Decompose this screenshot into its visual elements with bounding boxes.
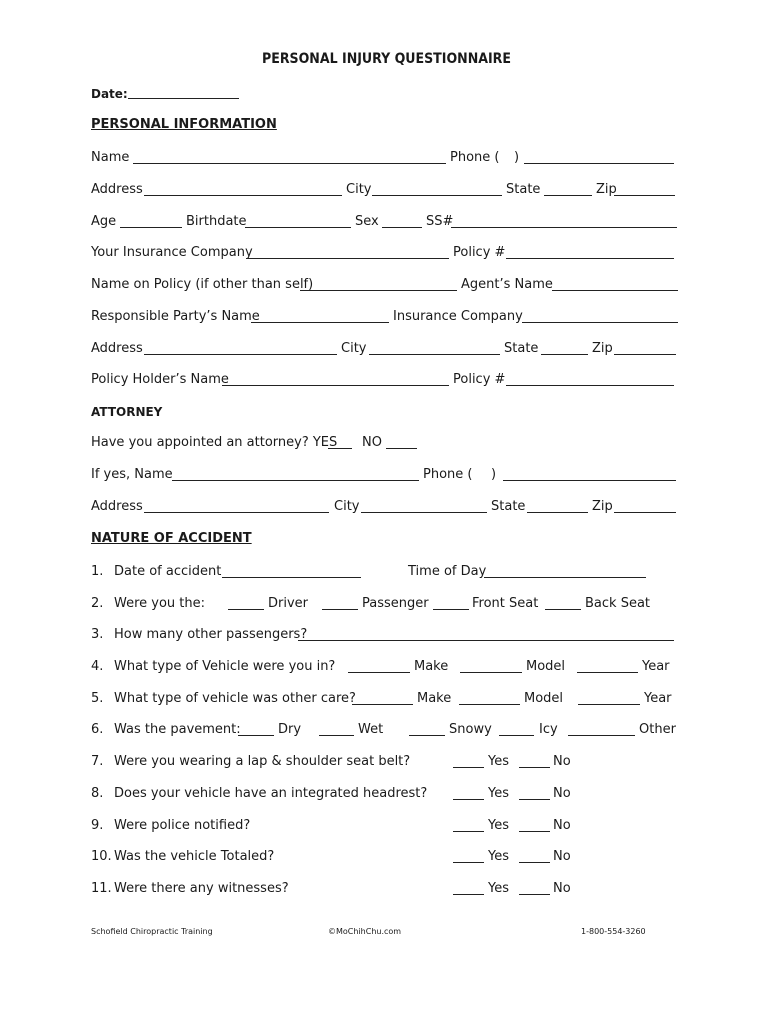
pavement-dry-field[interactable] bbox=[238, 735, 274, 736]
other-vehicle-year-field[interactable] bbox=[578, 704, 640, 705]
address2-field[interactable] bbox=[144, 354, 337, 355]
responsible-party-label: Responsible Party’s Name bbox=[91, 309, 260, 324]
q11-no-label: No bbox=[553, 881, 571, 896]
pavement-icy-field[interactable] bbox=[499, 735, 534, 736]
attorney-state-field[interactable] bbox=[527, 512, 588, 513]
pavement-wet-label: Wet bbox=[358, 722, 384, 737]
ss-field[interactable] bbox=[451, 227, 677, 228]
pavement-icy-label: Icy bbox=[539, 722, 558, 737]
state2-field[interactable] bbox=[541, 354, 588, 355]
q10-yes-label: Yes bbox=[488, 849, 509, 864]
q5-number: 5. bbox=[91, 691, 104, 706]
q8-label: Does your vehicle have an integrated headrest? bbox=[114, 786, 428, 801]
your-vehicle-model-field[interactable] bbox=[460, 672, 522, 673]
policy-number-label: Policy # bbox=[453, 245, 506, 260]
q10-label: Was the vehicle Totaled? bbox=[114, 849, 275, 864]
q3-number: 3. bbox=[91, 627, 104, 642]
attorney-state-label: State bbox=[491, 499, 526, 514]
agents-name-field[interactable] bbox=[552, 290, 678, 291]
passenger-label: Passenger bbox=[362, 596, 429, 611]
pavement-other-field[interactable] bbox=[568, 735, 635, 736]
agents-name-label: Agent’s Name bbox=[461, 277, 553, 292]
q8-yes-label: Yes bbox=[488, 786, 509, 801]
q8-yes-field[interactable] bbox=[453, 799, 484, 800]
insurance-company2-field[interactable] bbox=[522, 322, 678, 323]
state-field[interactable] bbox=[544, 195, 592, 196]
name-field[interactable] bbox=[133, 163, 446, 164]
q2-label: Were you the: bbox=[114, 596, 206, 611]
attorney-city-label: City bbox=[334, 499, 360, 514]
policy-holder-field[interactable] bbox=[222, 385, 449, 386]
attorney-zip-field[interactable] bbox=[614, 512, 676, 513]
q11-no-field[interactable] bbox=[519, 894, 550, 895]
footer-right: 1-800-554-3260 bbox=[581, 927, 646, 936]
q11-yes-label: Yes bbox=[488, 881, 509, 896]
your-vehicle-year-label: Year bbox=[642, 659, 670, 674]
other-passengers-field[interactable] bbox=[298, 640, 674, 641]
state2-label: State bbox=[504, 341, 539, 356]
other-vehicle-year-label: Year bbox=[644, 691, 672, 706]
q10-number: 10. bbox=[91, 849, 112, 864]
ss-label: SS# bbox=[426, 214, 454, 229]
attorney-phone-field[interactable] bbox=[503, 480, 676, 481]
footer-left: Schofield Chiropractic Training bbox=[91, 927, 213, 936]
q9-yes-label: Yes bbox=[488, 818, 509, 833]
attorney-appointed-label: Have you appointed an attorney? YES bbox=[91, 435, 338, 450]
your-vehicle-make-label: Make bbox=[414, 659, 449, 674]
page-title: PERSONAL INJURY QUESTIONNAIRE bbox=[262, 51, 511, 67]
other-vehicle-model-field[interactable] bbox=[459, 704, 520, 705]
q11-number: 11. bbox=[91, 881, 112, 896]
policy-number2-label: Policy # bbox=[453, 372, 506, 387]
address-field[interactable] bbox=[144, 195, 342, 196]
q7-number: 7. bbox=[91, 754, 104, 769]
city2-label: City bbox=[341, 341, 367, 356]
passenger-field[interactable] bbox=[322, 609, 358, 610]
q9-yes-field[interactable] bbox=[453, 831, 484, 832]
name-label: Name bbox=[91, 150, 130, 165]
city2-field[interactable] bbox=[369, 354, 500, 355]
zip-label: Zip bbox=[596, 182, 617, 197]
sex-label: Sex bbox=[355, 214, 379, 229]
nature-of-accident-heading: NATURE OF ACCIDENT bbox=[91, 531, 252, 546]
attorney-phone-paren: ) bbox=[491, 467, 497, 482]
front-seat-field[interactable] bbox=[433, 609, 469, 610]
zip-field[interactable] bbox=[614, 195, 675, 196]
attorney-phone-label: Phone ( bbox=[423, 467, 473, 482]
other-vehicle-make-field[interactable] bbox=[352, 704, 413, 705]
date-label: Date: bbox=[91, 87, 128, 101]
q5-label: What type of vehicle was other care? bbox=[114, 691, 356, 706]
phone-field[interactable] bbox=[524, 163, 674, 164]
q8-number: 8. bbox=[91, 786, 104, 801]
back-seat-label: Back Seat bbox=[585, 596, 651, 611]
attorney-name-field[interactable] bbox=[172, 480, 419, 481]
city-field[interactable] bbox=[372, 195, 502, 196]
phone-label: Phone ( bbox=[450, 150, 500, 165]
q11-yes-field[interactable] bbox=[453, 894, 484, 895]
accident-date-field[interactable] bbox=[222, 577, 361, 578]
attorney-address-label: Address bbox=[91, 499, 143, 514]
q4-number: 4. bbox=[91, 659, 104, 674]
pavement-snowy-label: Snowy bbox=[449, 722, 492, 737]
q6-number: 6. bbox=[91, 722, 104, 737]
q4-label: What type of Vehicle were you in? bbox=[114, 659, 336, 674]
attorney-zip-label: Zip bbox=[592, 499, 613, 514]
birthdate-field[interactable] bbox=[245, 227, 351, 228]
footer-center: ©MoChihChu.com bbox=[328, 927, 402, 936]
pavement-other-label: Other bbox=[639, 722, 676, 737]
policy-number2-field[interactable] bbox=[506, 385, 674, 386]
city-label: City bbox=[346, 182, 372, 197]
time-of-day-label: Time of Day bbox=[408, 564, 487, 579]
address-label: Address bbox=[91, 182, 143, 197]
birthdate-label: Birthdate bbox=[186, 214, 247, 229]
zip2-field[interactable] bbox=[614, 354, 676, 355]
pavement-snowy-field[interactable] bbox=[409, 735, 445, 736]
other-vehicle-model-label: Model bbox=[524, 691, 564, 706]
q9-number: 9. bbox=[91, 818, 104, 833]
driver-field[interactable] bbox=[228, 609, 264, 610]
pavement-wet-field[interactable] bbox=[319, 735, 354, 736]
address2-label: Address bbox=[91, 341, 143, 356]
zip2-label: Zip bbox=[592, 341, 613, 356]
state-label: State bbox=[506, 182, 541, 197]
q9-no-label: No bbox=[553, 818, 571, 833]
q9-no-field[interactable] bbox=[519, 831, 550, 832]
your-vehicle-model-label: Model bbox=[526, 659, 566, 674]
attorney-no-label: NO bbox=[362, 435, 382, 450]
age-field[interactable] bbox=[120, 227, 182, 228]
q10-yes-field[interactable] bbox=[453, 862, 484, 863]
policy-number-field[interactable] bbox=[506, 258, 674, 259]
q7-no-field[interactable] bbox=[519, 767, 550, 768]
insurance-company-label: Your Insurance Company bbox=[91, 245, 253, 260]
personal-information-heading: PERSONAL INFORMATION bbox=[91, 117, 277, 132]
age-label: Age bbox=[91, 214, 117, 229]
q2-number: 2. bbox=[91, 596, 104, 611]
insurance-company2-label: Insurance Company bbox=[393, 309, 523, 324]
q10-no-label: No bbox=[553, 849, 571, 864]
q6-label: Was the pavement: bbox=[114, 722, 241, 737]
policy-holder-label: Policy Holder’s Name bbox=[91, 372, 229, 387]
time-of-day-field[interactable] bbox=[484, 577, 646, 578]
q8-no-field[interactable] bbox=[519, 799, 550, 800]
phone-paren: ) bbox=[514, 150, 520, 165]
q8-no-label: No bbox=[553, 786, 571, 801]
q7-label: Were you wearing a lap & shoulder seat belt? bbox=[114, 754, 411, 769]
responsible-party-field[interactable] bbox=[251, 322, 389, 323]
attorney-heading: ATTORNEY bbox=[91, 405, 163, 419]
q7-no-label: No bbox=[553, 754, 571, 769]
sex-field[interactable] bbox=[382, 227, 422, 228]
q1-label: Date of accident bbox=[114, 564, 222, 579]
your-vehicle-make-field[interactable] bbox=[348, 672, 410, 673]
attorney-name-label: If yes, Name bbox=[91, 467, 173, 482]
q7-yes-label: Yes bbox=[488, 754, 509, 769]
back-seat-field[interactable] bbox=[545, 609, 581, 610]
front-seat-label: Front Seat bbox=[472, 596, 539, 611]
insurance-company-field[interactable] bbox=[248, 258, 449, 259]
q7-yes-field[interactable] bbox=[453, 767, 484, 768]
attorney-address-field[interactable] bbox=[144, 512, 329, 513]
attorney-city-field[interactable] bbox=[361, 512, 487, 513]
name-on-policy-field[interactable] bbox=[300, 290, 457, 291]
attorney-yes-field[interactable] bbox=[328, 448, 352, 449]
q11-label: Were there any witnesses? bbox=[114, 881, 289, 896]
attorney-no-field[interactable] bbox=[386, 448, 417, 449]
q10-no-field[interactable] bbox=[519, 862, 550, 863]
q9-label: Were police notified? bbox=[114, 818, 251, 833]
q3-label: How many other passengers? bbox=[114, 627, 308, 642]
pavement-dry-label: Dry bbox=[278, 722, 302, 737]
name-on-policy-label: Name on Policy (if other than self) bbox=[91, 277, 314, 292]
driver-label: Driver bbox=[268, 596, 309, 611]
date-field[interactable] bbox=[128, 98, 239, 99]
your-vehicle-year-field[interactable] bbox=[577, 672, 638, 673]
q1-number: 1. bbox=[91, 564, 104, 579]
other-vehicle-make-label: Make bbox=[417, 691, 452, 706]
